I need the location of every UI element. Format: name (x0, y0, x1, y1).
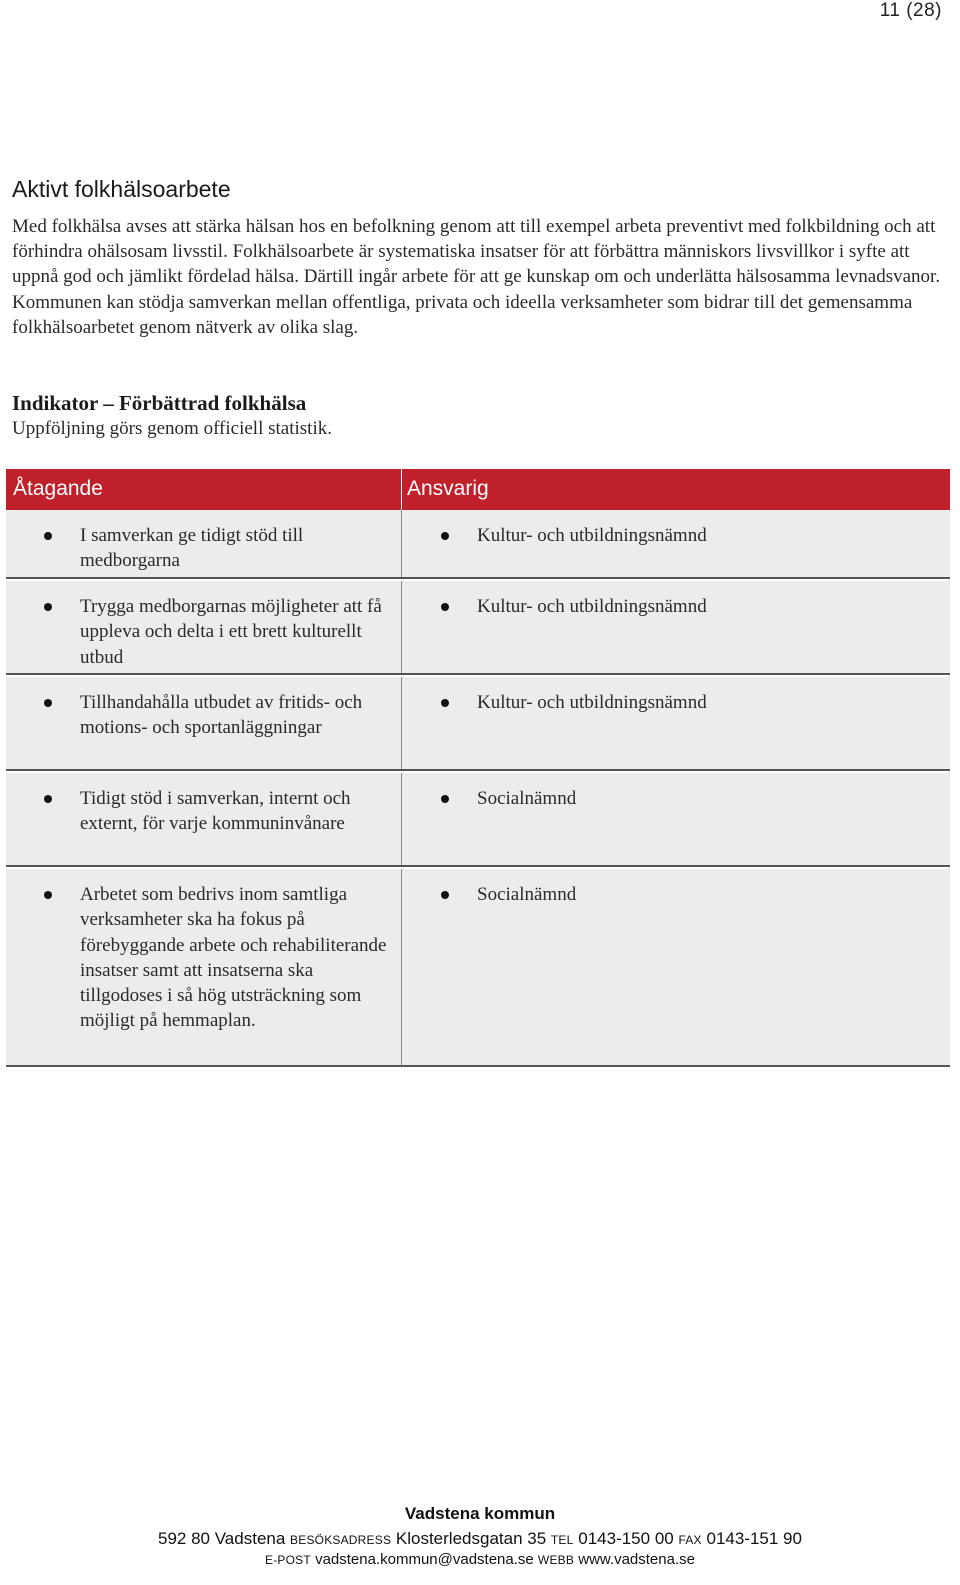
table-row (6, 677, 950, 771)
table-header (6, 469, 950, 510)
footer-tel: 0143-150 00 (578, 1529, 674, 1548)
commitment-text: I samverkan ge tidigt stöd till medborgarna (80, 525, 304, 572)
indicator-subtitle: Uppföljning görs genom officiell statistik. (12, 418, 332, 439)
responsible-text: Socialnämnd (477, 788, 577, 809)
footer-email[interactable]: vadstena.kommun@vadstena.se (315, 1551, 534, 1568)
footer-visit-address: Klosterledsgatan 35 (395, 1529, 547, 1548)
responsible-cell (402, 510, 950, 577)
footer-web-label: WEBB (537, 1553, 575, 1567)
footer-fax: 0143-151 90 (706, 1529, 802, 1548)
footer-tel-label: TEL (550, 1533, 574, 1547)
footer-postal: 592 80 Vadstena (158, 1529, 286, 1548)
bullet-icon (44, 699, 52, 707)
commitment-cell (6, 581, 402, 673)
bullet-icon (441, 891, 449, 899)
bullet-icon (44, 795, 52, 803)
commitment-cell (6, 773, 402, 865)
bullet-icon (441, 532, 449, 540)
responsible-cell (402, 581, 950, 673)
intro-paragraph: Med folkhälsa avses att stärka hälsan hos en befolkning genom att till exempel arbeta preventivt med folkbildning och att förhindra ohälsosam livsstil. Folkhälsoarbete är systematiska insatser för att förbättra människors livsvillkor i syfte att uppnå god och jämlikt fördelad hälsa. Därtill ingår arbete för att ge kunskap om och underlätta hälsosamma levnadsvanor. Kommunen kan stödja samverkan mellan offentliga, privata och ideella verksamheter som bidrar till det gemensamma folkhälsoarbetet genom nätverk av olika slag. (12, 216, 941, 338)
indicator-title: Indikator – Förbättrad folkhälsa (12, 391, 307, 415)
commitment-text: Tidigt stöd i samverkan, internt och externt, för varje kommuninvånare (80, 788, 351, 835)
responsible-cell (402, 869, 950, 1065)
responsible-text: Kultur- och utbildningsnämnd (477, 525, 707, 546)
header-commitment: Åtagande (6, 469, 402, 510)
table-row (6, 773, 950, 867)
bullet-icon (441, 795, 449, 803)
commitment-cell (6, 677, 402, 769)
footer-web[interactable]: www.vadstena.se (578, 1551, 695, 1568)
section-heading: Aktivt folkhälsoarbete (12, 176, 231, 202)
header-responsible: Ansvarig (407, 477, 489, 500)
table-row (6, 869, 950, 1067)
responsible-cell (402, 773, 950, 865)
responsible-text: Socialnämnd (477, 884, 577, 905)
footer-email-label: E-POST (265, 1553, 311, 1567)
commitment-cell (6, 510, 402, 577)
commitments-table (6, 469, 950, 1069)
footer-contact-line (0, 1551, 960, 1568)
bullet-icon (441, 699, 449, 707)
table-row (6, 581, 950, 675)
commitment-text: Trygga medborgarnas möjligheter att få uppleva och delta i ett brett kulturellt utbud (80, 596, 382, 668)
bullet-icon (44, 532, 52, 540)
footer-visit-label: BESÖKSADRESS (290, 1533, 392, 1547)
commitment-text: Tillhandahålla utbudet av fritids- och motions- och sportanläggningar (80, 692, 363, 739)
page-number: 11 (28) (879, 0, 942, 21)
footer-fax-label: FAX (678, 1533, 702, 1547)
commitment-cell (6, 869, 402, 1065)
responsible-text: Kultur- och utbildningsnämnd (477, 692, 707, 713)
responsible-cell (402, 677, 950, 769)
table-row (6, 510, 950, 579)
footer-address-line (0, 1529, 960, 1549)
responsible-text: Kultur- och utbildningsnämnd (477, 596, 707, 617)
commitment-text: Arbetet som bedrivs inom samtliga verksamheter ska ha fokus på förebyggande arbete och rehabiliterande insatser samt att insatserna ska tillgodoses i så hög utsträckning som möjligt på hemmaplan. (80, 884, 387, 1032)
bullet-icon (44, 891, 52, 899)
bullet-icon (441, 603, 449, 611)
bullet-icon (44, 603, 52, 611)
footer-org-name: Vadstena kommun (404, 1504, 556, 1523)
